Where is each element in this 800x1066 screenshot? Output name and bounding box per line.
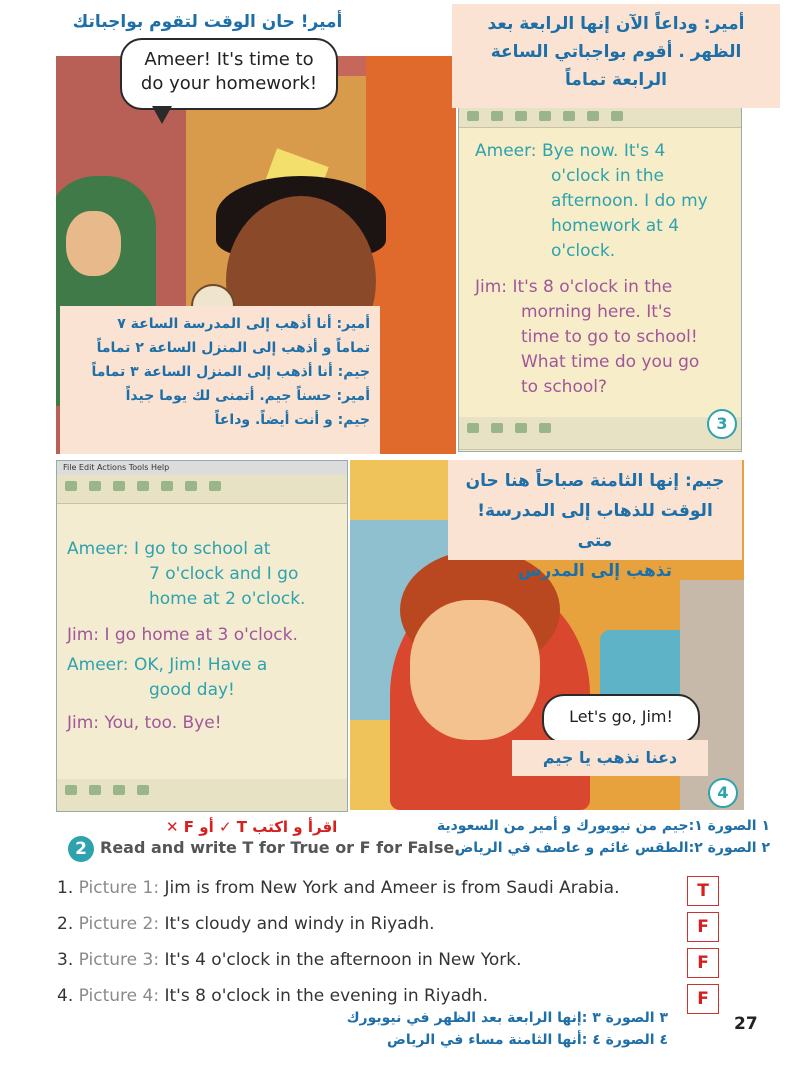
speaker-jim: Jim: [67,713,100,733]
chat-text: time to go to school! [521,327,698,347]
question-picture: Picture 2: [78,914,160,934]
arabic-dialogue-box [60,306,380,454]
jim-face [410,600,540,740]
chat-text: morning here. It's [521,302,672,322]
arabic-line: جيم: أنا أذهب إلى المنزل الساعة ٣ تماماً [91,364,370,380]
arabic-line: تماماً و أذهب إلى المنزل الساعة ٢ تماماً [96,340,370,356]
speaker-jim: Jim: [67,625,100,645]
arabic-line: تذهب إلى المدرس [518,561,672,581]
answer-box-4[interactable]: F [687,984,719,1014]
chat-message-ameer [67,537,305,612]
arabic-title-panel-1: أمير! حان الوقت لتقوم بواجباتك [72,12,343,32]
chat-text: o'clock in the [551,166,664,186]
question-number: 2. [57,914,74,934]
speaker-ameer: Ameer: [67,655,129,675]
question-1 [57,878,619,898]
arabic-instruction: اقرأ و اكتب T ✓ أو F ✕ [166,818,338,836]
page-number: 27 [734,1014,758,1034]
exercise-number-badge: 2 [68,836,94,862]
arabic-note-2: ٢ الصورة ٢:الطقس غائم و عاصف في الرياض [454,840,770,856]
girl-face [66,211,121,276]
question-3 [57,950,521,970]
chat-toolbar-top [459,105,741,128]
chat-text: to school? [521,377,607,397]
question-number: 1. [57,878,74,898]
arabic-bubble-panel-4: دعنا نذهب يا جيم [512,740,708,776]
arabic-line: أمير: وداعاً الآن إنها الرابعة بعد [487,14,745,34]
arabic-line: الوقت للذهاب إلى المدرسة! متى [477,501,713,551]
arabic-line: أمير: أنا أذهب إلى المدرسة الساعة ٧ [117,316,370,332]
arabic-box-panel-4 [448,460,742,581]
arabic-line: جيم: و أنت أيضاً. وداعاً [214,412,370,428]
question-2 [57,914,435,934]
chat-text: I go to school at [133,539,271,559]
arabic-note-1: ١ الصورة ١:جيم من نيويورك و أمير من السعودية [436,818,770,834]
arabic-line: جيم: إنها الثامنة صباحاً هنا حان [465,471,725,491]
question-text: It's 4 o'clock in the afternoon in New York. [164,950,522,970]
arabic-note-3: ٣ الصورة ٣ :إنها الرابعة بعد الظهر في نيويورك [346,1010,668,1026]
chat-message-jim [67,623,298,648]
speech-bubble-panel-1 [120,38,338,110]
arabic-line: أمير: حسناً جيم. أتمنى لك يوما جيداً [125,388,370,404]
arabic-box-panel-3 [452,4,780,108]
chat-text: Bye now. It's 4 [541,141,666,161]
chat-toolbar-bottom [57,779,347,812]
question-picture: Picture 3: [78,950,160,970]
question-text: It's cloudy and windy in Riyadh. [164,914,435,934]
panel-number-3: 3 [707,409,737,439]
arabic-line: الظهر . أقوم بواجباتي الساعة [490,42,742,62]
chat-text: afternoon. I do my [551,191,708,211]
chat-text: It's 8 o'clock in the [512,277,673,297]
chat-text: I go home at 3 o'clock. [104,625,298,645]
chat-text: What time do you go [521,352,700,372]
answer-box-3[interactable]: F [687,948,719,978]
chat-toolbar-bottom [459,417,741,450]
question-number: 3. [57,950,74,970]
question-number: 4. [57,986,74,1006]
chat-message-ameer [67,653,267,703]
chat-text: homework at 4 [551,216,680,236]
arabic-note-4: ٤ الصورة ٤ :أنها الثامنة مساء في الرياض [387,1032,668,1048]
question-text: Jim is from New York and Ameer is from Saudi Arabia. [164,878,620,898]
question-picture: Picture 4: [78,986,160,1006]
exercise-title: Read and write T for True or F for False. [100,838,461,857]
answer-box-2[interactable]: F [687,912,719,942]
speaker-ameer: Ameer: [475,141,537,161]
chat-text: OK, Jim! Have a [133,655,268,675]
chat-text: good day! [149,680,235,700]
chat-menu-bar: File Edit Actions Tools Help [57,461,348,475]
chat-message-ameer [475,139,708,264]
bubble-tail [152,106,172,124]
chat-text: home at 2 o'clock. [149,589,306,609]
bubble-line: Ameer! It's time to [144,49,314,70]
question-4 [57,986,488,1006]
question-text: It's 8 o'clock in the evening in Riyadh. [164,986,488,1006]
chat-text: o'clock. [551,241,616,261]
speech-bubble-panel-4: Let's go, Jim! [542,694,700,744]
panel-3-chat-window [458,104,742,452]
chat-text: 7 o'clock and I go [149,564,299,584]
panel-2-chat-window [56,460,348,812]
chat-text: You, too. Bye! [104,713,222,733]
speaker-jim: Jim: [475,277,508,297]
chat-toolbar-top [57,475,347,504]
speaker-ameer: Ameer: [67,539,129,559]
question-picture: Picture 1: [78,878,160,898]
panel-number-4: 4 [708,778,738,808]
arabic-line: الرابعة تماماً [565,70,667,90]
chat-message-jim [475,275,699,400]
bubble-line: do your homework! [140,73,318,94]
chat-message-jim [67,711,222,736]
answer-box-1[interactable]: T [687,876,719,906]
